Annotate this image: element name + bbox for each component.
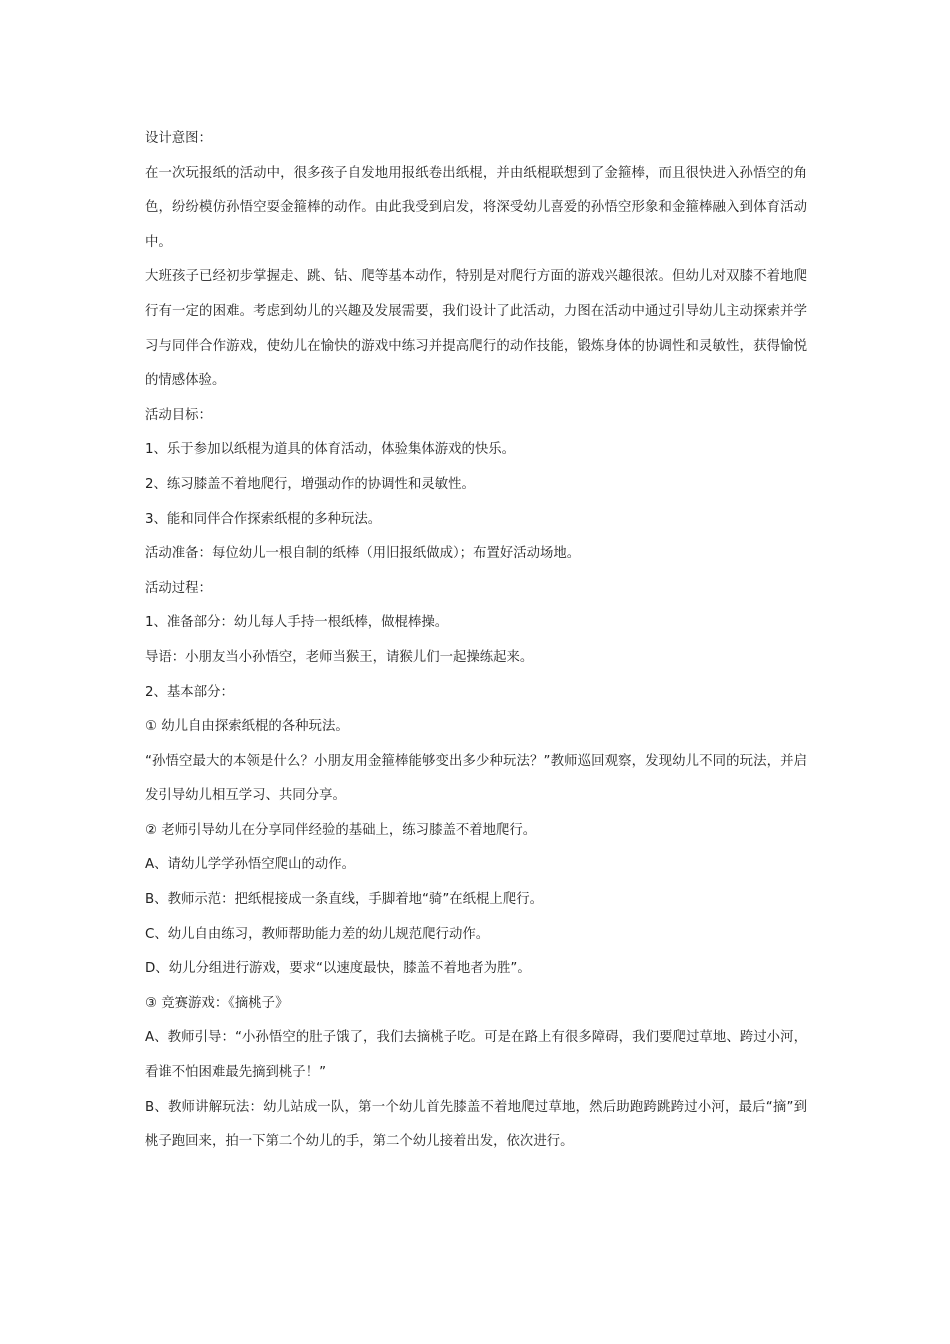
paragraph-substep-2: ② 老师引导幼儿在分享同伴经验的基础上，练习膝盖不着地爬行。	[145, 822, 537, 838]
document-body	[145, 122, 807, 1160]
paragraph-substep-3: ③ 竞赛游戏：《摘桃子》	[145, 995, 289, 1011]
paragraph-item-d: D、幼儿分组进行游戏，要求“以速度最快，膝盖不着地者为胜”。	[145, 961, 531, 977]
paragraph-substep-1-detail: “孙悟空最大的本领是什么？小朋友用金箍棒能够变出多少种玩法？”教师巡回观察，发现幼儿不同的玩法，并启发引导幼儿相互学习、共同分享。	[145, 753, 807, 804]
paragraph-goal-2: 2、练习膝盖不着地爬行，增强动作的协调性和灵敏性。	[145, 476, 475, 492]
paragraph-goal-1: 1、乐于参加以纸棍为道具的体育活动，体验集体游戏的快乐。	[145, 442, 516, 458]
paragraph-goal-3: 3、能和同伴合作探索纸棍的多种玩法。	[145, 511, 382, 527]
paragraph-step-2: 2、基本部分：	[145, 684, 234, 700]
paragraph-game-b: B、教师讲解玩法：幼儿站成一队，第一个幼儿首先膝盖不着地爬过草地，然后助跑跨跳跨过小河，最后“摘”到桃子跑回来，拍一下第二个幼儿的手，第二个幼儿接着出发，依次进行。	[145, 1099, 807, 1150]
paragraph-step-1: 1、准备部分：幼儿每人手持一根纸棒，做棍棒操。	[145, 615, 449, 631]
paragraph-item-c: C、幼儿自由练习，教师帮助能力差的幼儿规范爬行动作。	[145, 926, 490, 942]
paragraph-design-intent-2: 大班孩子已经初步掌握走、跳、钻、爬等基本动作，特别是对爬行方面的游戏兴趣很浓。但幼儿对双膝不着地爬行有一定的困难。考虑到幼儿的兴趣及发展需要，我们设计了此活动，力图在活动中通过引导幼儿主动探索并学习与同伴合作游戏，使幼儿在愉快的游戏中练习并提高爬行的动作技能，锻炼身体的协调性和灵敏性，获得愉悦的情感体验。	[145, 269, 807, 389]
paragraph-substep-1: ① 幼儿自由探索纸棍的各种玩法。	[145, 719, 349, 735]
paragraph-game-a: A、教师引导：“小孙悟空的肚子饿了，我们去摘桃子吃。可是在路上有很多障碍，我们要爬过草地、跨过小河，看谁不怕困难最先摘到桃子！”	[145, 1030, 807, 1081]
paragraph-item-a: A、请幼儿学学孙悟空爬山的动作。	[145, 857, 356, 873]
paragraph-intro-speech: 导语：小朋友当小孙悟空，老师当猴王，请猴儿们一起操练起来。	[145, 649, 534, 665]
paragraph-design-intent-1: 在一次玩报纸的活动中，很多孩子自发地用报纸卷出纸棍，并由纸棍联想到了金箍棒，而且很快进入孙悟空的角色，纷纷模仿孙悟空耍金箍棒的动作。由此我受到启发，将深受幼儿喜爱的孙悟空形象和金箍棒融入到体育活动中。	[145, 165, 807, 250]
paragraph-goals-heading: 活动目标：	[145, 407, 212, 423]
paragraph-preparation: 活动准备：每位幼儿一根自制的纸棒（用旧报纸做成）；布置好活动场地。	[145, 546, 581, 562]
paragraph-item-b: B、教师示范：把纸棍接成一条直线，手脚着地“骑”在纸棍上爬行。	[145, 892, 543, 908]
paragraph-design-intent-heading: 设计意图：	[145, 131, 212, 146]
paragraph-process-heading: 活动过程：	[145, 580, 212, 596]
